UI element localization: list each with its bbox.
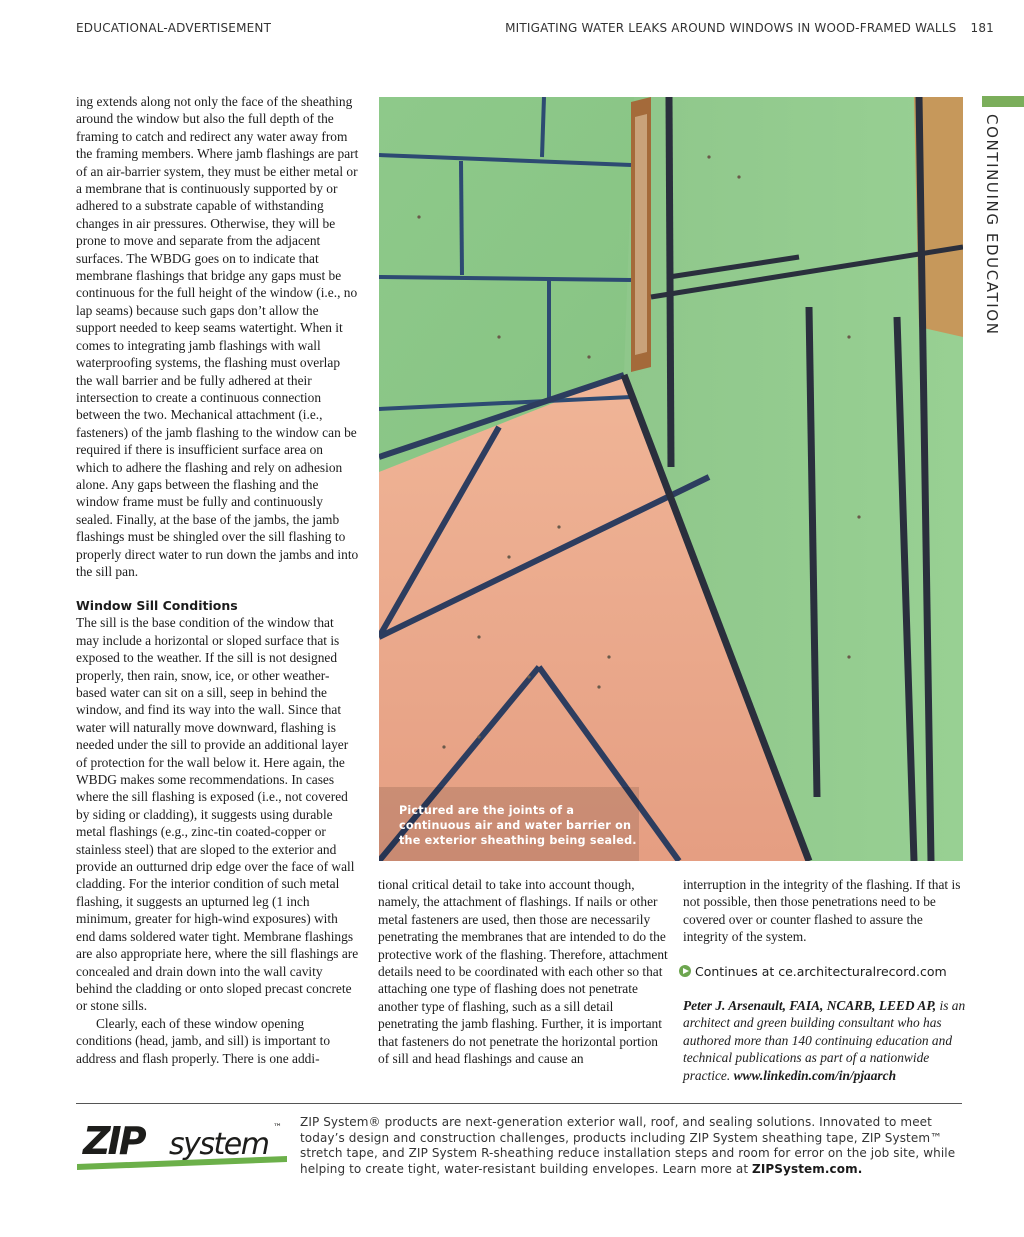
sheathing-photo: [379, 97, 963, 861]
text-column-3: [683, 876, 968, 1084]
author-bio-text: is an architect and green building consultant who has authored more than 140 continuing education and technical publications as part of a nationwide practice.: [683, 998, 966, 1083]
side-section-label: CONTINUING EDUCATION: [983, 114, 1001, 336]
photo-caption: Pictured are the joints of a continuous air and water barrier on the exterior sheathing being sealed.: [399, 804, 637, 847]
header-article-title: [505, 21, 994, 35]
running-header: [76, 21, 994, 37]
body-paragraph: The sill is the base condition of the window that may include a horizontal or sloped surface that is exposed to the weather. If the sill is not designed properly, then rain, snow, ice, or other weather-based water can sit on a sill, seep in behind the window, and find its way into the wall. Since that water will naturally move downward, flashing is needed under the sill to provide an additional layer of protection for the wall below it. Here again, the WBDG makes some recommendations. In cases where the sill flashing is exposed (i.e., not covered by siding or cladding), it suggests using durable metal flashings (e.g., zinc-tin coated-copper or stainless steel) that are sloped to the exterior and provide an outturned drip edge over the face of wall cladding. For the interior condition of such metal flashing, it suggests an upturned leg (1 inch minimum, greater for high-wind exposures) with end dams soldered water tight. Membrane flashings are also appropriate here, where the sill flashings are concealed and drain down into the wall cavity behind the cladding or onto sloped precast concrete or stone sills.: [76, 615, 359, 1014]
section-subheading: Window Sill Conditions: [76, 598, 238, 614]
sponsor-blurb-text: ZIP System® products are next-generation exterior wall, roof, and sealing solutions. Innovated to meet today’s design and construction challenges, products including ZIP System sheathing tape, ZIP System™ stretch tape, and ZIP System R-sheathing reduce installation steps and room for error on the job site, while helping to create tight, water-resistant building envelopes. Learn more at: [300, 1115, 956, 1176]
section-tab-marker: [982, 96, 1024, 107]
sponsor-divider: [76, 1103, 962, 1104]
zip-system-logo: [77, 1116, 287, 1172]
header-title-text: MITIGATING WATER LEAKS AROUND WINDOWS IN WOOD-FRAMED WALLS: [505, 21, 957, 35]
play-arrow-icon: [679, 965, 691, 977]
author-bio: [683, 997, 968, 1084]
logo-zip-text: ZIP: [83, 1119, 144, 1163]
text-column-2: [378, 876, 668, 1067]
continues-link-text[interactable]: Continues at ce.architecturalrecord.com: [695, 963, 947, 979]
logo-graphic: [77, 1116, 287, 1172]
body-paragraph: Clearly, each of these window opening conditions (head, jamb, and sill) is important to address and flash properly. There is one addi-: [76, 1015, 331, 1066]
body-paragraph: tional critical detail to take into account though, namely, the attachment of flashings. If nails or other metal fasteners are used, then those are necessarily penetrating the membranes that are intended to do the protective work of the flashing. Therefore, attachment details need to be coordinated with each other so that attaching one type of flashing does not penetrate another type of flashing, such as a sill detail penetrating the jamb flashing. Further, it is important that fasteners do not penetrate the horizontal portion of sill and head flashings and cause an: [378, 877, 668, 1067]
sponsor-url-link[interactable]: ZIPSystem.com.: [752, 1161, 863, 1176]
text-column-1: [76, 93, 359, 1067]
logo-tm-mark: ™: [273, 1123, 282, 1133]
header-section-label: EDUCATIONAL-ADVERTISEMENT: [76, 21, 272, 35]
page-number: 181: [970, 21, 994, 35]
logo-system-text: system: [169, 1127, 269, 1162]
body-paragraph: interruption in the integrity of the flashing. If that is not possible, then those penetrations need to be covered over or counter flashed to assure the integrity of the system.: [683, 877, 961, 945]
author-linkedin-link[interactable]: www.linkedin.com/in/pjaarch: [733, 1067, 897, 1083]
sponsor-blurb: [300, 1115, 970, 1177]
body-paragraph: ing extends along not only the face of the sheathing around the window but also the full depth of the framing to catch and redirect any water away from the framing members. Where jamb flashings are part of an air-barrier system, they must be either metal or a membrane that is continuously supported by or adhered to a substrate capable of withstanding changes in air pressures. Otherwise, they will be prone to move and separate from the adjacent surfaces. The WBDG goes on to indicate that membrane flashings that bridge any gaps must be continuous for the full height of the window (i.e., no lap seams) because such gaps don’t allow the support needed to keep seams watertight. When it comes to integrating jamb flashings with wall waterproofing systems, the flashing must overlap the wall barrier and be fully adhered at their intersection to create a continuous connection between the two. Mechanical attachment (i.e., fasteners) of the jamb flashing to the window can be required if there is insufficient surface area on which to adhere the flashing and rely on adhesion alone. Any gaps between the flashing and the window frame must be fully and continuously sealed. Finally, at the base of the jambs, the jamb flashings must be shingled over the sill flashing to properly direct water to run down the jambs and into the sill pan.: [76, 94, 359, 579]
photo-illustration: [379, 97, 963, 861]
continues-link[interactable]: [683, 963, 968, 980]
author-name: Peter J. Arsenault, FAIA, NCARB, LEED AP,: [683, 998, 937, 1014]
